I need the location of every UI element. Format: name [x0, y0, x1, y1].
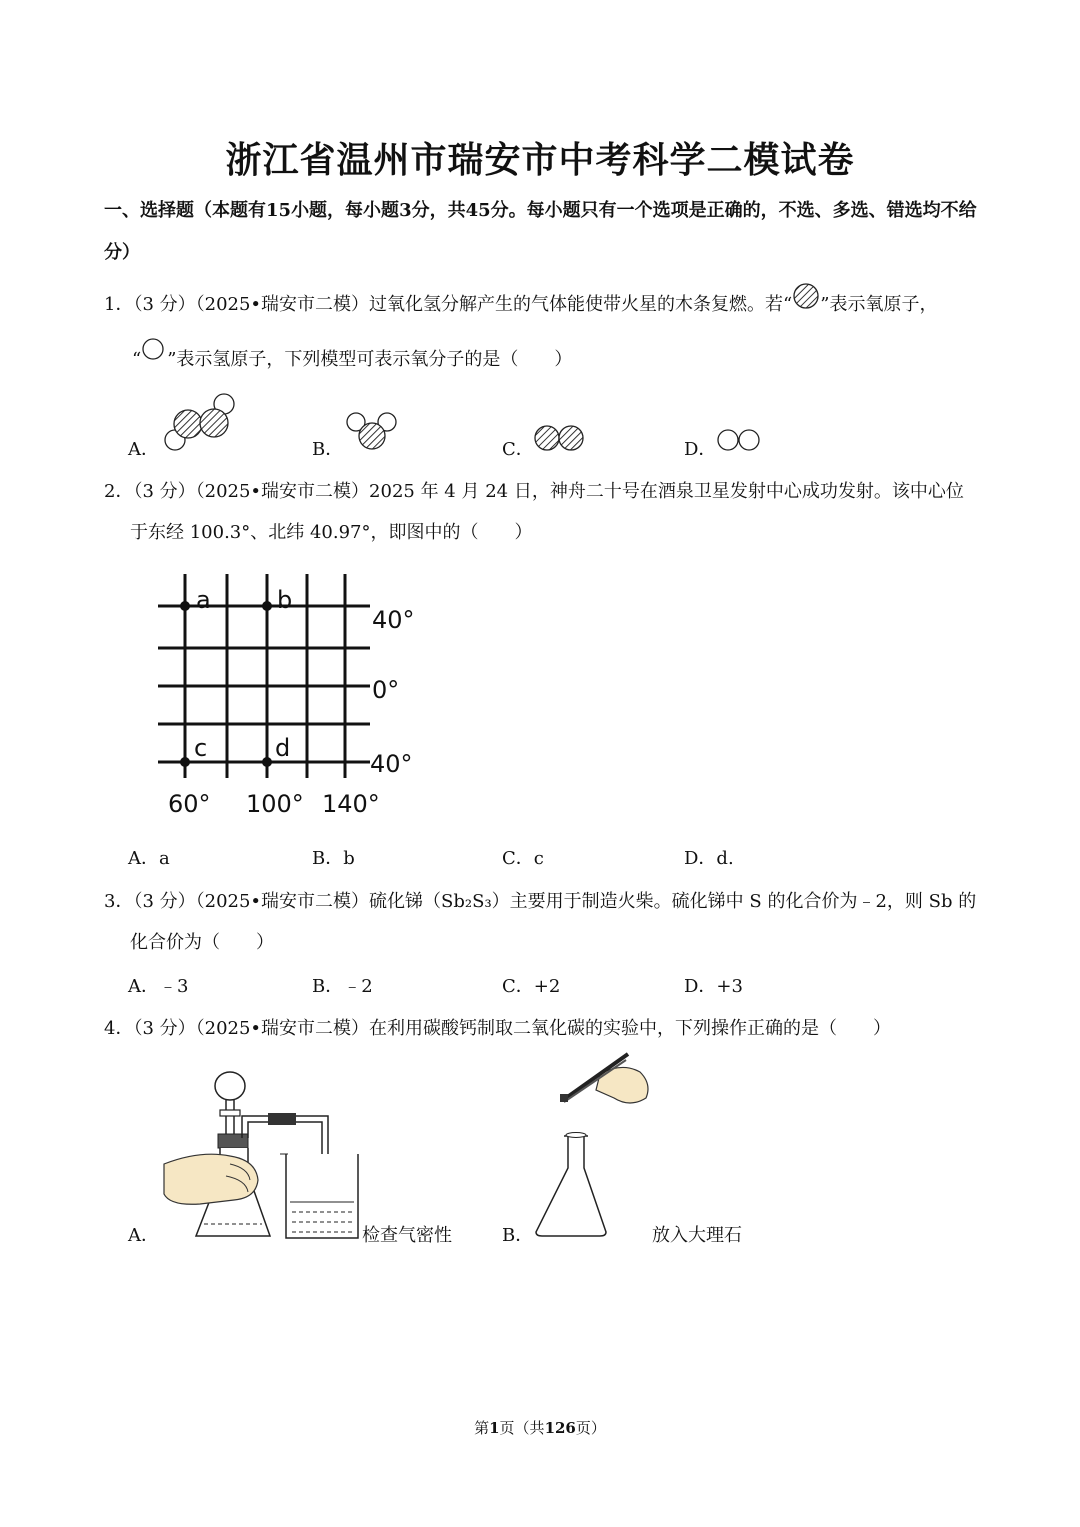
q4-option-b-text: 放入大理石	[652, 1225, 742, 1246]
q2-option-a[interactable]: A．a	[128, 848, 170, 869]
page-footer: 第1页（共126页）	[474, 1419, 606, 1437]
q1-option-c-label[interactable]: C．	[502, 439, 534, 460]
q1-stem-line1: 1．（3 分）（2025•瑞安市二模）过氧化氢分解产生的气体能使带火星的木条复燃。若“ ”表示氧原子，	[104, 292, 937, 318]
q1-option-b-model-icon[interactable]	[342, 408, 402, 453]
q1-option-d-model-icon[interactable]	[716, 426, 766, 454]
q1-stem-line2: “ ”表示氢原子，下列模型可表示氧分子的是（ ）	[132, 347, 572, 373]
lat-lon-grid-map	[130, 566, 430, 828]
map-label-a: a	[196, 586, 211, 614]
map-lat-label-north: 40°	[372, 606, 415, 634]
map-lat-label-equator: 0°	[372, 676, 400, 704]
map-lon-label-2: 100°	[246, 790, 304, 818]
map-lon-label-1: 60°	[168, 790, 211, 818]
page-title: 浙江省温州市瑞安市中考科学二模试卷	[225, 139, 855, 181]
hydrogen-atom-icon	[141, 347, 167, 367]
airtightness-check-apparatus-icon[interactable]	[160, 1064, 360, 1244]
q3-option-c[interactable]: C．+2	[502, 976, 561, 997]
q1-option-a-model-icon[interactable]	[160, 392, 240, 452]
add-marble-into-flask-icon[interactable]	[530, 1050, 654, 1242]
q3-option-d[interactable]: D．+3	[684, 976, 743, 997]
map-point-c	[180, 757, 190, 767]
map-point-b	[262, 601, 272, 611]
q4-option-a-text: 检查气密性	[362, 1225, 452, 1246]
q2-stem-line2: 于东经 100.3°、北纬 40.97°，即图中的（ ）	[130, 522, 533, 543]
q1-option-c-model-icon[interactable]	[532, 424, 592, 454]
q3-stem-line1: 3．（3 分）（2025•瑞安市二模）硫化锑（Sb₂S₃）主要用于制造火柴。硫化锑中 S 的化合价为﹣2，则 Sb 的	[104, 891, 977, 912]
section-heading: 一、选择题（本题有15小题，每小题3分，共45分。每小题只有一个选项是正确的，不选、多选、错选均不给分）	[104, 200, 977, 263]
q4-option-a-label[interactable]: A．	[128, 1225, 159, 1246]
map-point-a	[180, 601, 190, 611]
map-label-d: d	[275, 734, 291, 762]
q4-stem-line1: 4．（3 分）（2025•瑞安市二模）在利用碳酸钙制取二氧化碳的实验中，下列操作正确的是（ ）	[104, 1018, 892, 1039]
q2-stem-line1: 2．（3 分）（2025•瑞安市二模）2025 年 4 月 24 日，神舟二十号在酒泉卫星发射中心成功发射。该中心位	[104, 481, 964, 502]
q1-option-d-label[interactable]: D．	[684, 439, 717, 460]
q3-option-b[interactable]: B．﹣2	[312, 976, 373, 997]
q1-option-b-label[interactable]: B．	[312, 439, 344, 460]
map-point-d	[262, 757, 272, 767]
q2-option-c[interactable]: C．c	[502, 848, 544, 869]
map-lat-label-south: 40°	[370, 750, 413, 778]
oxygen-atom-icon	[792, 292, 820, 312]
q3-stem-line2: 化合价为（ ）	[130, 932, 274, 953]
q1-option-a-label[interactable]: A．	[128, 439, 159, 460]
q2-option-b[interactable]: B．b	[312, 848, 355, 869]
q3-option-a[interactable]: A．﹣3	[128, 976, 189, 997]
q4-option-b-label[interactable]: B．	[502, 1225, 534, 1246]
map-label-c: c	[194, 734, 208, 762]
q2-option-d[interactable]: D．d.	[684, 848, 734, 869]
map-label-b: b	[277, 586, 293, 614]
map-lon-label-3: 140°	[322, 790, 380, 818]
